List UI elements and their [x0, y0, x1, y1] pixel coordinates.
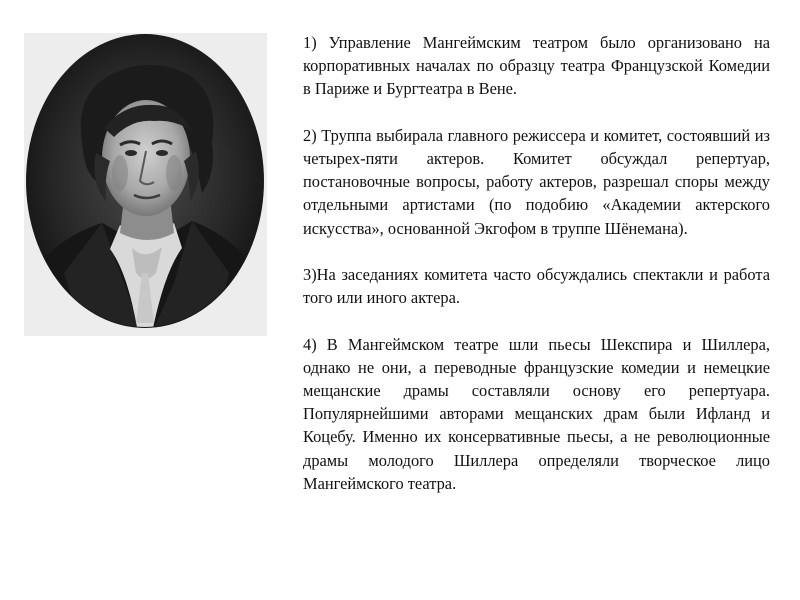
paragraph-4: 4) В Мангеймском театре шли пьесы Шекспира и Шиллера, однако не они, а переводные французские комедии и немецкие мещанские драмы составляли основу его репертуара. Популярнейшими авторами мещанских драм были Ифланд и Коцебу. Именно их консервативные пьесы, а не революционные драмы молодого Шиллера определяли творческое лицо Мангеймского театра. [303, 334, 770, 493]
portrait-engraving [24, 33, 267, 336]
portrait-image [24, 33, 267, 336]
paragraph-1: 1) Управление Мангеймским театром было организовано на корпоративных началах по образцу театра Французской Комедии в Париже и Бургтеатра в Вене. [303, 33, 770, 99]
body-text [303, 31, 770, 495]
paragraph-2: 2) Труппа выбирала главного режиссера и комитет, состоявший из четырех-пяти актеров. Комитет обсуждал репертуар, постановочные вопросы, работу актеров, разрешал споры между отдельными артистами (по подобию «Академии актерского искусства», основанной Экгофом в труппе Шёнемана). [303, 125, 770, 238]
paragraph-3: 3)На заседаниях комитета часто обсуждались спектакли и работа того или иного актера. [303, 265, 770, 308]
